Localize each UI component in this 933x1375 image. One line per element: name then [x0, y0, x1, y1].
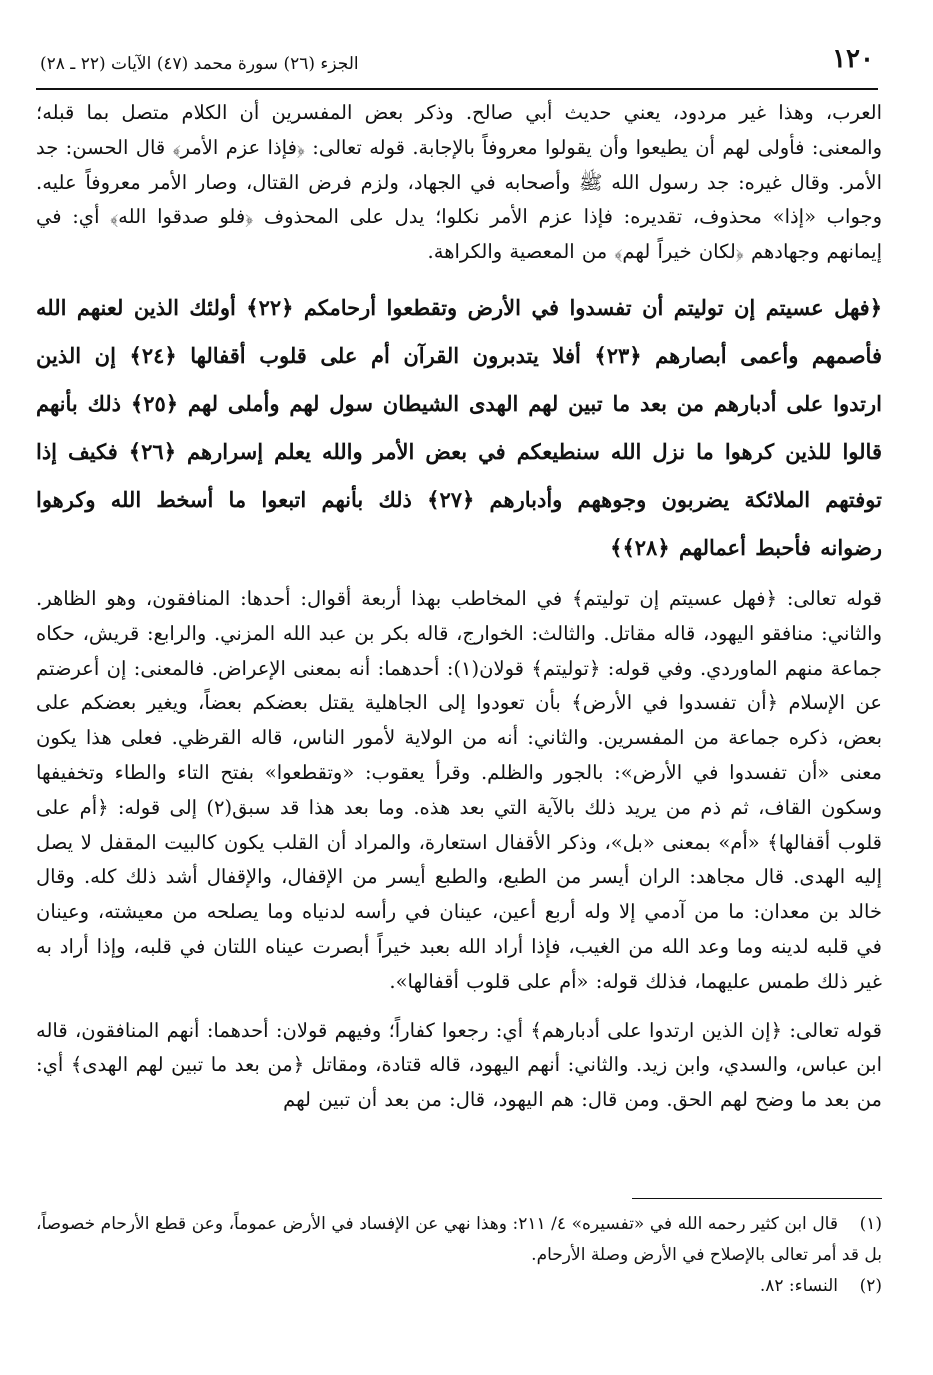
page-number: ١٢٠: [832, 44, 874, 74]
footnote-divider: [632, 1198, 882, 1199]
footnote-number: (١): [859, 1214, 882, 1234]
footnote-2: [36, 1271, 882, 1302]
main-text: [36, 96, 882, 1118]
footnote-number: (٢): [859, 1276, 882, 1296]
footnote-text: قال ابن كثير رحمه الله في «تفسيره» ٤/ ٢١١: وهذا نهي عن الإفساد في الأرض عموماً، وعن قطع الأرحام خصوصاً، بل قد أمر تعالى بالإصلاح في الأرض وصلة الأرحام.: [36, 1214, 882, 1265]
running-title: الجزء (٢٦) سورة محمد (٤٧) الآيات (٢٢ ـ ٢٨): [40, 54, 359, 74]
paragraph-intro: العرب، وهذا غير مردود، يعني حديث أبي صالح. وذكر بعض المفسرين أن الكلام متصل بما قبله؛ والمعنى: فأولى لهم أن يطيعوا وأن يقولوا معروفاً بالإجابة. قوله تعالى: ﴿فإذا عزم الأمر﴾ قال الحسن: جد الأمر. وقال غيره: جد رسول الله ﷺ وأصحابه في الجهاد، ولزم فرض القتال، وصار الأمر معروفاً عليه. وجواب «إذا» محذوف، تقديره: فإذا عزم الأمر نكلوا؛ يدل على المحذوف ﴿فلو صدقوا الله﴾ أي: في إيمانهم وجهادهم ﴿لكان خيراً لهم﴾ من المعصية والكراهة.: [36, 101, 882, 264]
footnotes: [36, 1198, 882, 1302]
quran-verses-block: ﴿فهل عسيتم إن توليتم أن تفسدوا في الأرض وتقطعوا أرحامكم ﴿٢٢﴾ أولئك الذين لعنهم الله فأصمهم وأعمى أبصارهم ﴿٢٣﴾ أفلا يتدبرون القرآن أم على قلوب أقفالها ﴿٢٤﴾ إن الذين ارتدوا على أدبارهم من بعد ما تبين لهم الهدى الشيطان سول لهم وأملى لهم ﴿٢٥﴾ ذلك بأنهم قالوا للذين كرهوا ما نزل الله سنطيعكم في بعض الأمر والله يعلم إسرارهم ﴿٢٦﴾ فكيف إذا توفتهم الملائكة يضربون وجوههم وأدبارهم ﴿٢٧﴾ ذلك بأنهم اتبعوا ما أسخط الله وكرهوا رضوانه فأحبط أعمالهم ﴿٢٨﴾﴾: [36, 294, 883, 560]
footnote-1: [36, 1209, 882, 1271]
footnote-text: النساء: ٨٢.: [759, 1276, 838, 1296]
page-header: [36, 44, 878, 90]
paragraph-commentary: قوله تعالى: ﴿فهل عسيتم إن توليتم﴾ في المخاطب بهذا أربعة أقوال: أحدها: المنافقون، وهو الظاهر. والثاني: منافقو اليهود، قاله مقاتل. والثالث: الخوارج، قاله بكر بن عبد الله المزني. والرابع: قريش، حكاه جماعة منهم الماوردي. وفي قوله: ﴿توليتم﴾ قولان(١): أحدهما: أنه بمعنى الإعراض. فالمعنى: إن أعرضتم عن الإسلام ﴿أن تفسدوا في الأرض﴾ بأن تعودوا إلى الجاهلية يقتل بعضكم بعضاً، ويغير بعضكم على بعض، ذكره جماعة من المفسرين. والثاني: أنه من الولاية لأمور الناس، قاله القرظي. فعلى هذا يكون معنى «أن تفسدوا في الأرض»: بالجور والظلم. وقرأ يعقوب: «وتقطعوا» بفتح التاء والطاء وتخفيفها وسكون القاف، ثم ذم من يريد ذلك بالآية التي بعد هذه. وما بعد هذا قد سبق(٢) إلى قوله: ﴿أم على قلوب أقفالها﴾ «أم» بمعنى «بل»، وذكر الأقفال استعارة، والمراد أن القلب يكون كالبيت المقفل لا يصل إليه الهدى. قال مجاهد: الران أيسر من الطبع، والطبع أيسر من الإقفال، والإقفال أشد ذلك كله. وقال خالد بن معدان: ما من آدمي إلا وله أربع أعين، عينان في رأسه لدنياه وما يصلحه من معيشته، وعينان في قلبه لدينه وما وعد الله من الغيب، فإذا أراد الله بعبد خيراً أبصرت عيناه اللتان في قلبه، وإذا أراد به غير ذلك طمس عليهما، فذلك قوله: «أم على قلوب أقفالها».: [36, 586, 882, 993]
paragraph-apostates: قوله تعالى: ﴿إن الذين ارتدوا على أدبارهم﴾ أي: رجعوا كفاراً؛ وفيهم قولان: أحدهما: أنهم المنافقون، قاله ابن عباس، والسدي، وابن زيد. والثاني: أنهم اليهود، قاله قتادة، ومقاتل ﴿من بعد ما تبين لهم الهدى﴾ أي: من بعد ما وضح لهم الحق. ومن قال: هم اليهود، قال: من بعد أن تبين لهم: [36, 1018, 882, 1112]
